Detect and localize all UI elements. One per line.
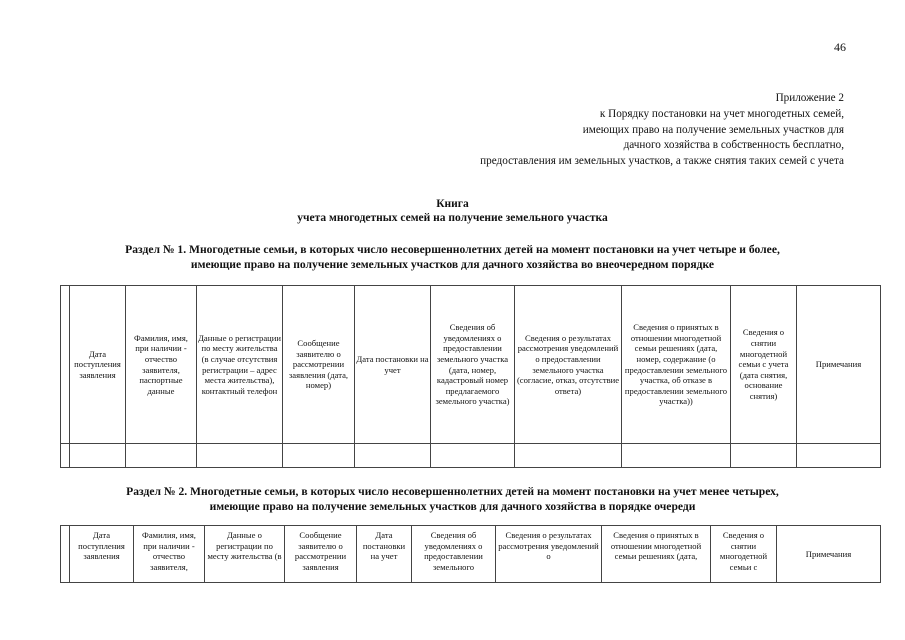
- table-cell: [515, 444, 622, 468]
- table-cell: [355, 444, 431, 468]
- header-cell: Дата поступления заявления: [70, 286, 126, 444]
- header-cell: Сведения об уведомлениях о предоставлении земельного участка (дата, номер, кадастровый номер предлагаемого земельного участка): [431, 286, 515, 444]
- table-cell: [283, 444, 355, 468]
- table-row: [61, 444, 881, 468]
- header-cell: Дата постановки на учет: [357, 526, 412, 583]
- header-cell: Данные о регистрации по месту жительства (в: [205, 526, 285, 583]
- header-cell: Сведения о результатах рассмотрения уведомлений о: [496, 526, 602, 583]
- section2-title-line: имеющие право на получение земельных участков для дачного хозяйства в порядке очереди: [209, 500, 696, 513]
- table-header-row: [61, 286, 881, 444]
- table-cell: [731, 444, 797, 468]
- header-cell: Дата поступления заявления: [70, 526, 134, 583]
- section2-table: [60, 525, 881, 583]
- appendix-header: [480, 91, 844, 170]
- section2-title: [0, 484, 905, 514]
- header-cell: Данные о регистрации по месту жительства (в случае отсутствия регистрации – адрес места жительства), контактный телефон: [197, 286, 283, 444]
- section1-title: [0, 242, 905, 272]
- header-cell: [61, 286, 70, 444]
- header-cell: Сведения о принятых в отношении многодетной семьи решениях (дата, номер, содержание (о предоставлении земельного участка, об отказе в предоставлении земельного участка)): [622, 286, 731, 444]
- table-cell: [70, 444, 126, 468]
- appendix-line: к Порядку постановки на учет многодетных семей,: [599, 107, 844, 120]
- appendix-line: Приложение 2: [775, 92, 844, 104]
- table-cell: [431, 444, 515, 468]
- table-cell: [197, 444, 283, 468]
- page-number: 46: [834, 40, 846, 54]
- header-cell: Примечания: [777, 526, 881, 583]
- appendix-line: имеющих право на получение земельных участков для: [582, 123, 844, 136]
- header-cell: [61, 526, 70, 583]
- header-cell: Сведения о принятых в отношении многодетной семьи решениях (дата,: [602, 526, 711, 583]
- header-cell: Примечания: [797, 286, 881, 444]
- section1-title-line: Раздел № 1. Многодетные семьи, в которых число несовершеннолетних детей на момент постановки на учет четыре и более,: [125, 243, 780, 256]
- header-cell: Сообщение заявителю о рассмотрении заявления: [285, 526, 357, 583]
- header-cell: Сообщение заявителю о рассмотрении заявления (дата, номер): [283, 286, 355, 444]
- header-cell: Сведения об уведомлениях о предоставлении земельного: [412, 526, 496, 583]
- table-cell: [126, 444, 197, 468]
- header-cell: Дата постановки на учет: [355, 286, 431, 444]
- section2-title-line: Раздел № 2. Многодетные семьи, в которых число несовершеннолетних детей на момент постановки на учет менее четырех,: [126, 485, 779, 498]
- book-title: Книга: [436, 198, 469, 210]
- book-subtitle: учета многодетных семей на получение земельного участка: [297, 212, 608, 224]
- section1-title-line: имеющие право на получение земельных участков для дачного хозяйства во внеочередном порядке: [190, 258, 715, 271]
- header-cell: Фамилия, имя, при наличии - отчество заявителя, паспортные данные: [126, 286, 197, 444]
- header-cell: Сведения о снятии многодетной семьи с учета (дата снятия, основание снятия): [731, 286, 797, 444]
- header-cell: Фамилия, имя, при наличии - отчество заявителя,: [134, 526, 205, 583]
- appendix-line: дачного хозяйства в собственность бесплатно,: [623, 139, 844, 152]
- table-cell: [61, 444, 70, 468]
- header-cell: Сведения о снятии многодетной семьи с: [711, 526, 777, 583]
- header-cell: Сведения о результатах рассмотрения уведомлений о предоставлении земельного участка (согласие, отказ, отсутствие ответа): [515, 286, 622, 444]
- section1-table: [60, 285, 881, 468]
- table-cell: [797, 444, 881, 468]
- table-cell: [622, 444, 731, 468]
- table-header-row: [61, 526, 881, 583]
- appendix-line: предоставления им земельных участков, а также снятия таких семей с учета: [480, 155, 844, 168]
